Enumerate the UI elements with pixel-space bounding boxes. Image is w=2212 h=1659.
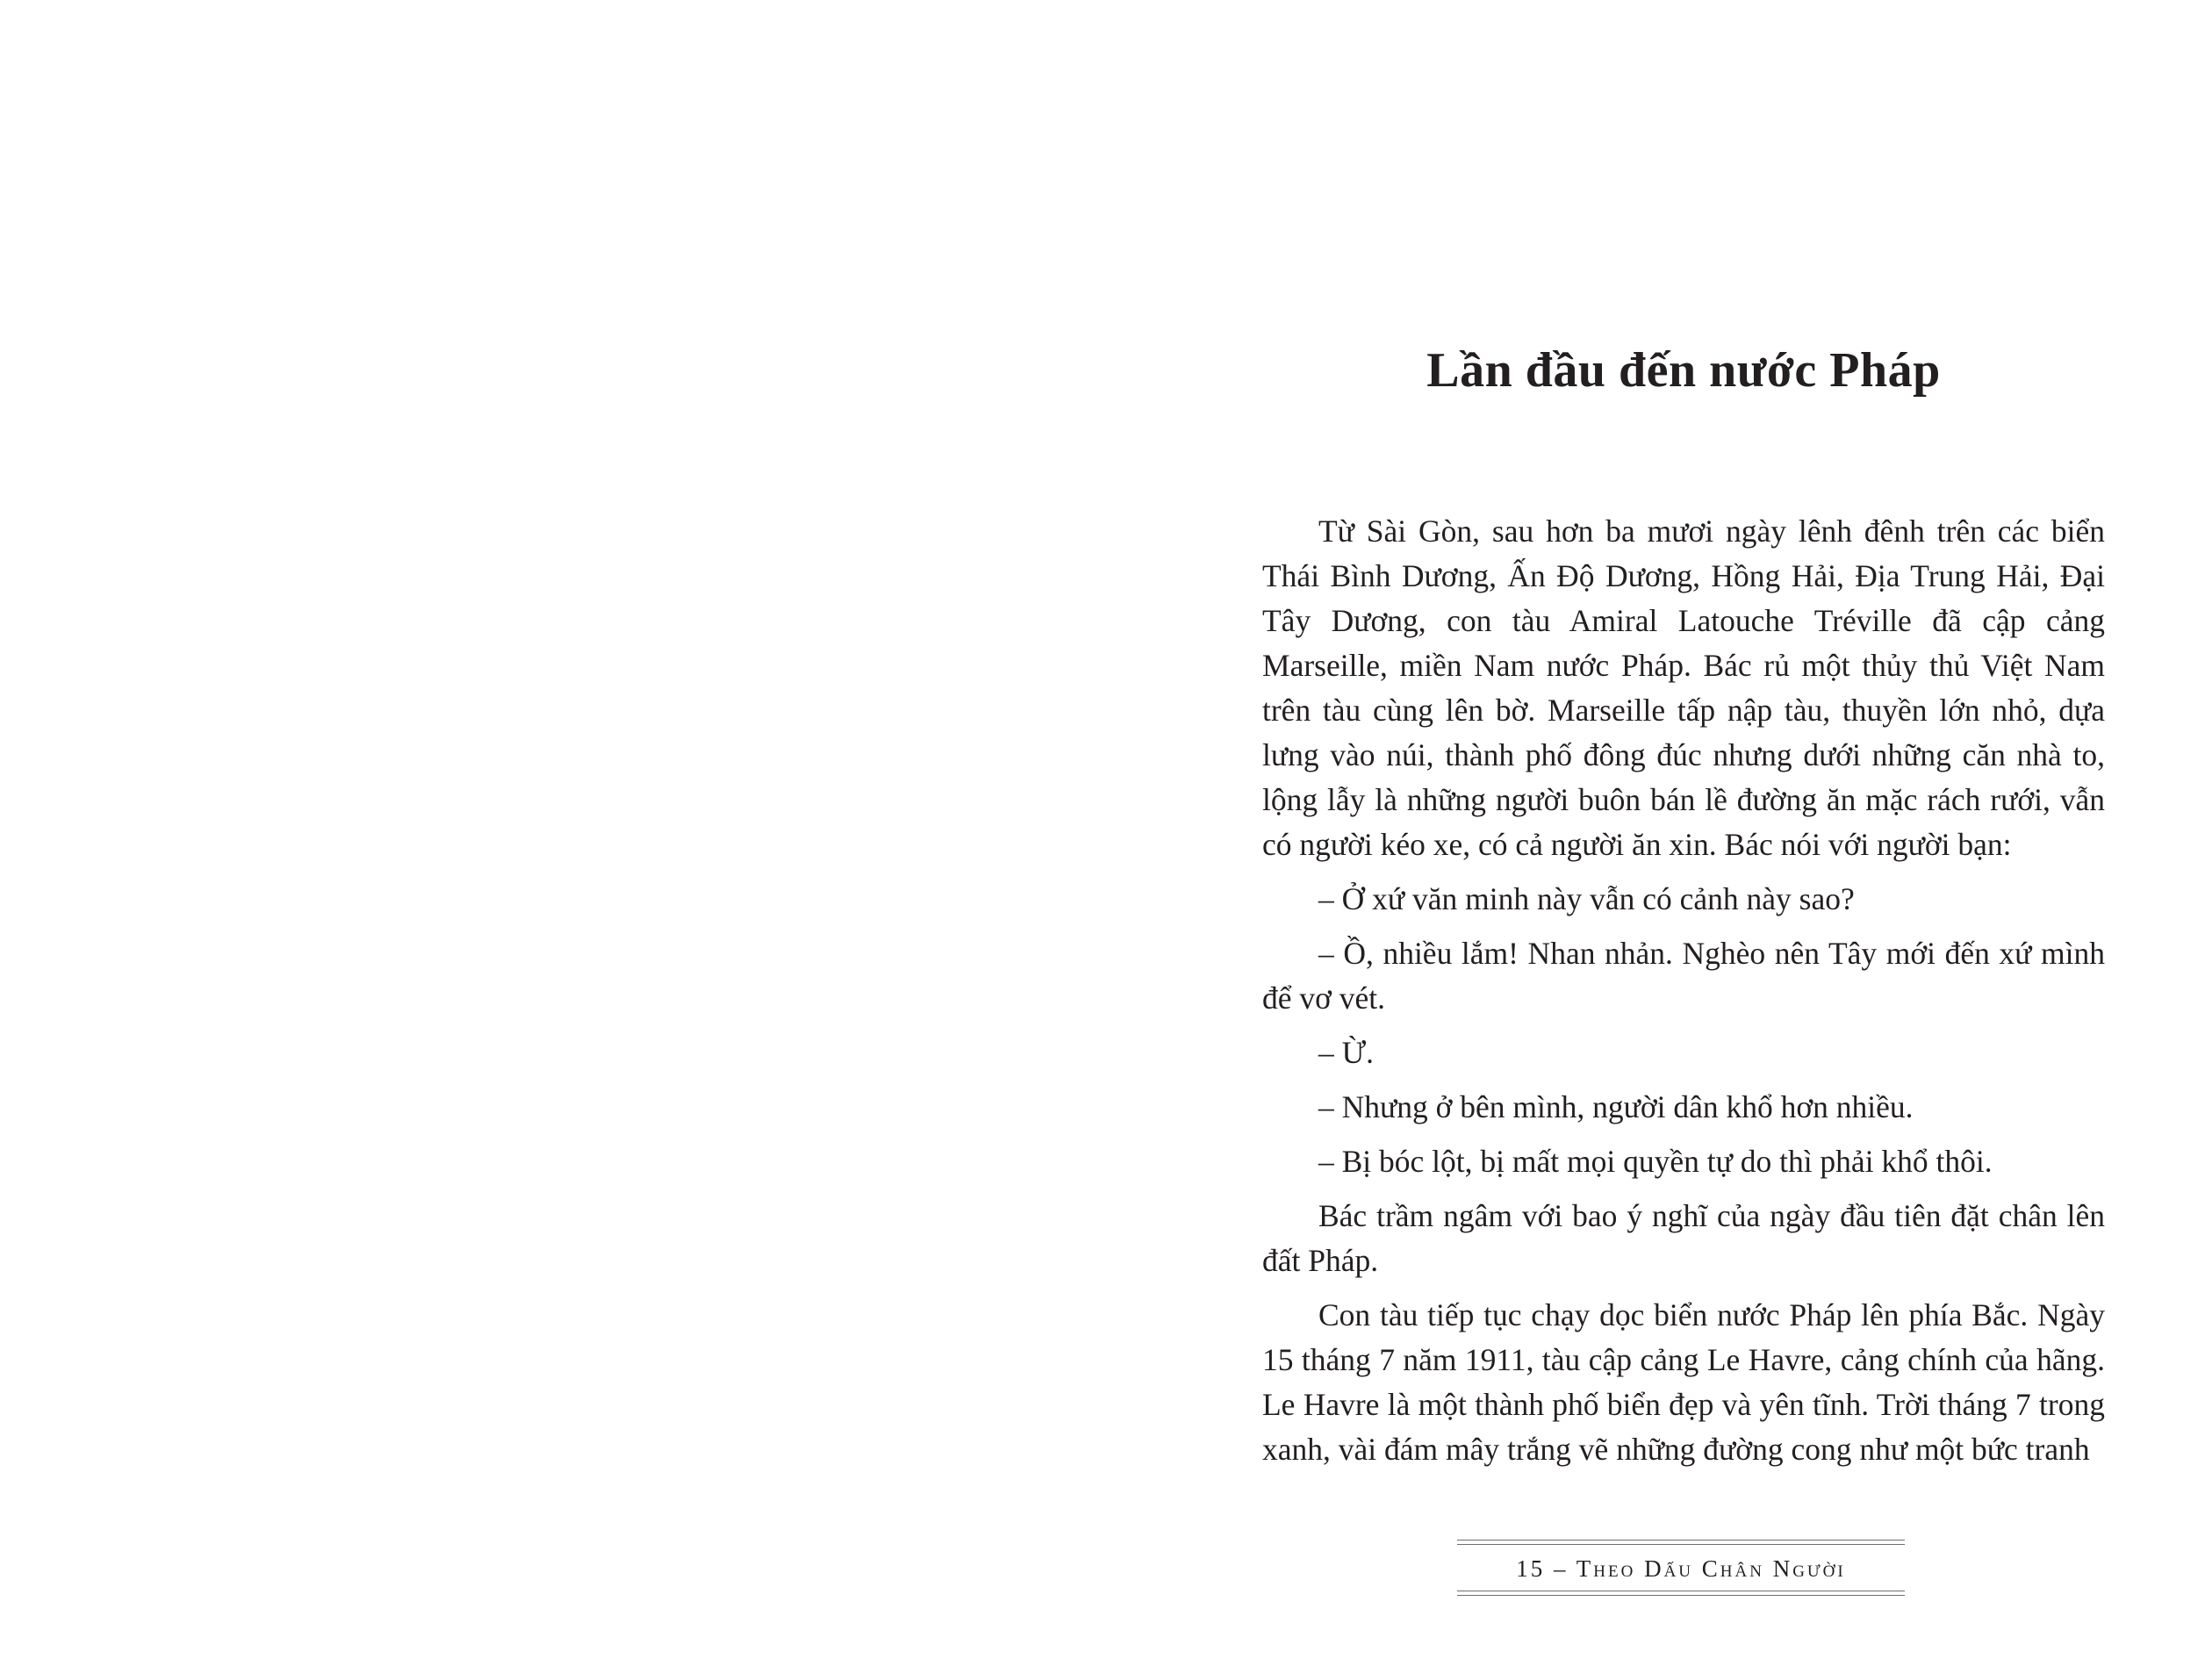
paragraph: Bác trầm ngâm với bao ý nghĩ của ngày đầu tiên đặt chân lên đất Pháp. [1262, 1198, 2105, 1278]
chapter-title: Lần đầu đến nước Pháp [1426, 343, 1941, 398]
dialogue-line: – Ở xứ văn minh này vẫn có cảnh này sao? [1318, 881, 1855, 916]
paragraph: Từ Sài Gòn, sau hơn ba mươi ngày lênh đênh trên các biển Thái Bình Dương, Ấn Độ Dương, Hồng Hải, Địa Trung Hải, Đại Tây Dương, con tàu Amiral Latouche Tréville đã cập cảng Marseille, miền Nam nước Pháp. Bác rủ một thủy thủ Việt Nam trên tàu cùng lên bờ. Marseille tấp nập tàu, thuyền lớn nhỏ, dựa lưng vào núi, thành phố đông đúc nhưng dưới những căn nhà to, lộng lẫy là những người buôn bán lề đường ăn mặc rách rưới, vẫn có người kéo xe, có cả người ăn xin. Bác nói với người bạn: [1262, 514, 2105, 862]
page-number-label: 15 – Theo Dấu Chân Người [1516, 1555, 1846, 1582]
dialogue-line: – Nhưng ở bên mình, người dân khổ hơn nhiều. [1318, 1089, 1914, 1124]
dialogue-line: – Bị bóc lột, bị mất mọi quyền tự do thì phải khổ thôi. [1318, 1144, 1993, 1179]
dialogue-line: – Ồ, nhiều lắm! Nhan nhản. Nghèo nên Tây mới đến xứ mình để vơ vét. [1262, 936, 2105, 1016]
dialogue-line: – Ừ. [1318, 1035, 1375, 1070]
body-text [1262, 509, 2105, 1482]
paragraph: Con tàu tiếp tục chạy dọc biển nước Pháp lên phía Bắc. Ngày 15 tháng 7 năm 1911, tàu cập cảng Le Havre, cảng chính của hãng. Le Havre là một thành phố biển đẹp và yên tĩnh. Trời tháng 7 trong xanh, vài đám mây trắng vẽ những đường cong như một bức tranh [1262, 1297, 2105, 1467]
page-footer [1457, 1540, 1905, 1596]
footer-bottom-rule [1457, 1595, 1905, 1596]
